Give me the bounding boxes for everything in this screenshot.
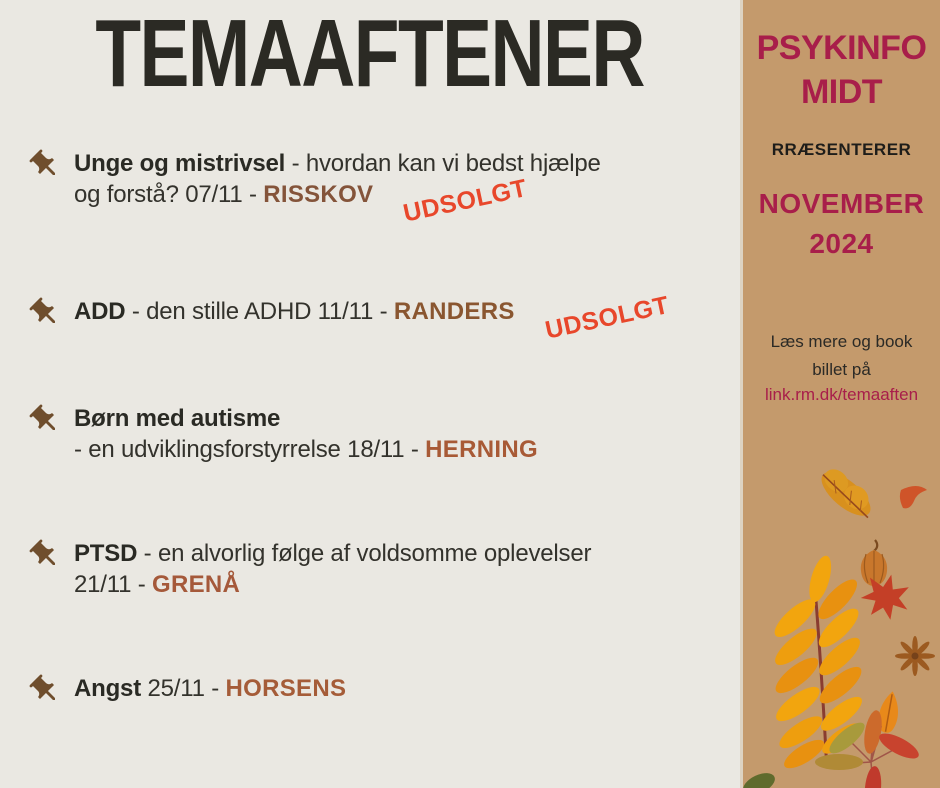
event-topic: PTSD	[74, 540, 138, 567]
pushpin-icon	[28, 403, 62, 437]
event-topic: Børn med autisme	[74, 405, 281, 432]
event-city: RANDERS	[393, 298, 515, 325]
event-topic: ADD	[74, 298, 126, 325]
event-topic: Angst	[74, 675, 141, 702]
physalis-pod	[861, 540, 887, 586]
soldout-stamp: UDSOLGT	[401, 174, 530, 228]
booking-info: Læs mere og book billet på	[770, 332, 913, 379]
event-city: RISSKOV	[263, 181, 374, 208]
event-text: PTSD - en alvorlig følge af voldsomme oplevelser 21/11 - GRENÅ	[74, 540, 592, 598]
event-list	[0, 148, 740, 707]
event-item	[28, 673, 724, 707]
green-leaf-corner	[743, 769, 778, 788]
soldout-stamp: UDSOLGT	[542, 291, 672, 345]
booking-link[interactable]: link.rm.dk/temaaften	[764, 385, 919, 404]
pushpin-icon	[28, 148, 62, 182]
presents-label: RRÆSENTERER	[771, 140, 912, 159]
brand-title: PSYKINFO MIDT	[756, 29, 927, 111]
event-text: Angst 25/11 - HORSENS	[74, 675, 347, 702]
pushpin-icon	[28, 296, 62, 330]
event-item	[28, 291, 724, 345]
oak-leaf	[815, 463, 880, 524]
event-item	[28, 538, 724, 600]
event-city: HORSENS	[225, 675, 347, 702]
pushpin-icon	[28, 673, 62, 707]
pushpin-icon	[28, 538, 62, 572]
event-city: GRENÅ	[152, 571, 241, 598]
autumn-leaves-decoration	[743, 430, 940, 788]
month-title: NOVEMBER 2024	[758, 188, 925, 259]
event-item	[28, 403, 724, 465]
sidebar	[740, 0, 940, 788]
event-city: HERNING	[425, 436, 538, 463]
event-topic: Unge og mistrivsel	[74, 150, 286, 177]
event-item	[28, 148, 724, 228]
star-anise	[895, 636, 935, 676]
page-title: TEMAAFTENER	[95, 0, 645, 107]
red-leaf-fragment	[900, 486, 927, 508]
event-text: Unge og mistrivsel - hvordan kan vi bedst hjælpe og forstå? 07/11 - RISSKOV UDSOLGT	[74, 150, 601, 228]
event-text: ADD - den stille ADHD 11/11 - RANDERS UDSOLGT	[74, 291, 672, 345]
event-text: Børn med autisme - en udviklingsforstyrrelse 18/11 - HERNING	[74, 405, 538, 463]
